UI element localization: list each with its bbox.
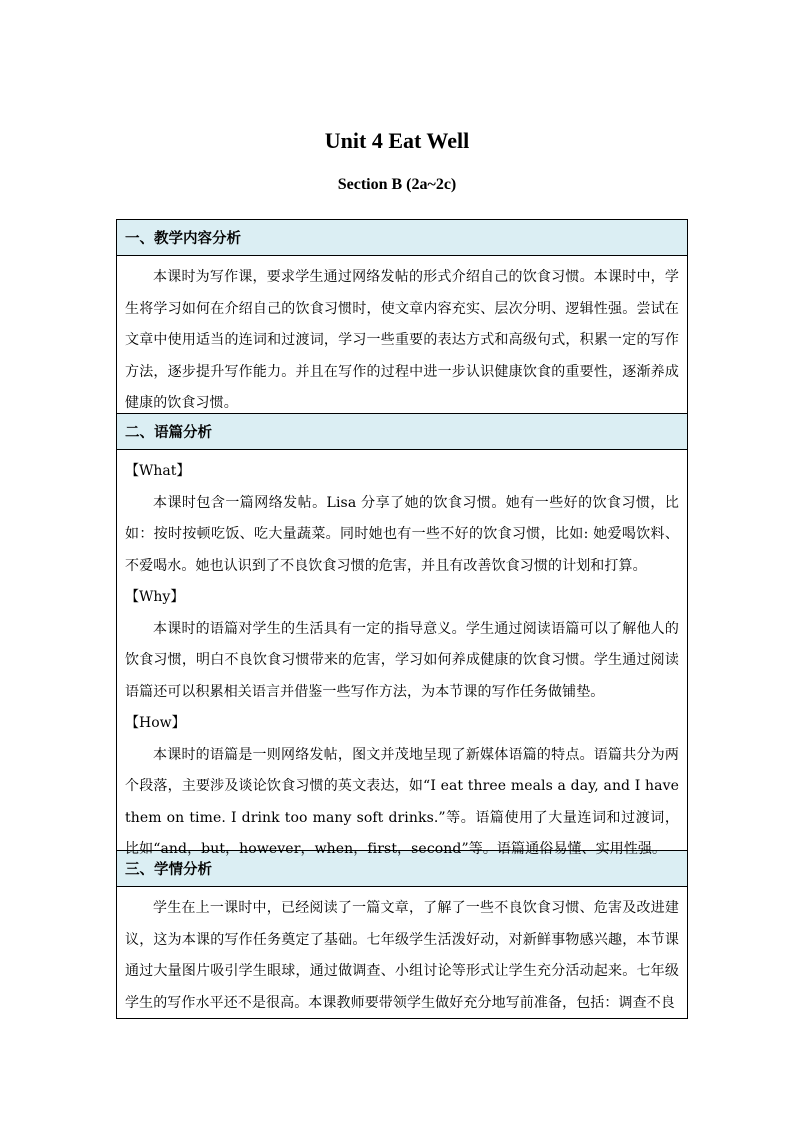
lesson-analysis-table (116, 219, 688, 1019)
section-body-discourse-analysis (117, 450, 687, 857)
why-paragraph: 本课时的语篇对学生的生活具有一定的指导意义。学生通过阅读语篇可以了解他人的饮食习惯，明白不良饮食习惯带来的危害，学习如何养成健康的饮食习惯。学生通过阅读语篇还可以积累相关语言并借鉴一些写作方法，为本节课的写作任务做铺垫。 (125, 620, 679, 700)
section-heading-student-analysis: 三、学情分析 (117, 851, 687, 887)
why-label: 【Why】 (125, 589, 185, 605)
what-paragraph: 本课时包含一篇网络发帖。Lisa 分享了她的饮食习惯。她有一些好的饮食习惯，比如：按时按顿吃饭、吃大量蔬菜。同时她也有一些不好的饮食习惯，比如: 她爱喝饮料、不爱喝水。她也认识到了不良饮食习惯的危害，并且有改善饮食习惯的计划和打算。 (125, 494, 679, 574)
how-paragraph: 本课时的语篇是一则网络发帖，图文并茂地呈现了新媒体语篇的特点。语篇共分为两个段落，主要涉及谈论饮食习惯的英文表达，如“I eat three meals a day, and I have them on time. I drink too many soft drinks.”等。语篇使用了大量连词和过渡词，比如“and，but，however，when，first，second”等。语篇通俗易懂、实用性强。 (125, 746, 679, 857)
section-heading-content-analysis: 一、教学内容分析 (117, 220, 687, 256)
section-heading-discourse-analysis: 二、语篇分析 (117, 414, 687, 450)
document-title: Unit 4 Eat Well (324, 128, 470, 153)
student-analysis-paragraph: 学生在上一课时中，已经阅读了一篇文章，了解了一些不良饮食习惯、危害及改进建议，这为本课的写作任务奠定了基础。七年级学生活泼好动，对新鲜事物感兴趣，本节课通过大量图片吸引学生眼球，通过做调查、小组讨论等形式让学生充分活动起来。七年级学生的写作水平还不是很高。本课教师要带领学生做好充分地写前准备，包括：调查不良 (125, 900, 679, 1011)
document-subtitle: Section B (2a~2c) (337, 176, 457, 193)
section-body-student-analysis (117, 887, 687, 1019)
content-analysis-paragraph: 本课时为写作课，要求学生通过网络发帖的形式介绍自己的饮食习惯。本课时中，学生将学习如何在介绍自己的饮食习惯时，使文章内容充实、层次分明、逻辑性强。尝试在文章中使用适当的连词和过渡词，学习一些重要的表达方式和高级句式，积累一定的写作方法，逐步提升写作能力。并且在写作的过程中进一步认识健康饮食的重要性，逐渐养成健康的饮食习惯。 (125, 269, 679, 411)
what-label: 【What】 (125, 463, 191, 479)
section-body-content-analysis (117, 256, 687, 414)
how-label: 【How】 (125, 715, 186, 731)
